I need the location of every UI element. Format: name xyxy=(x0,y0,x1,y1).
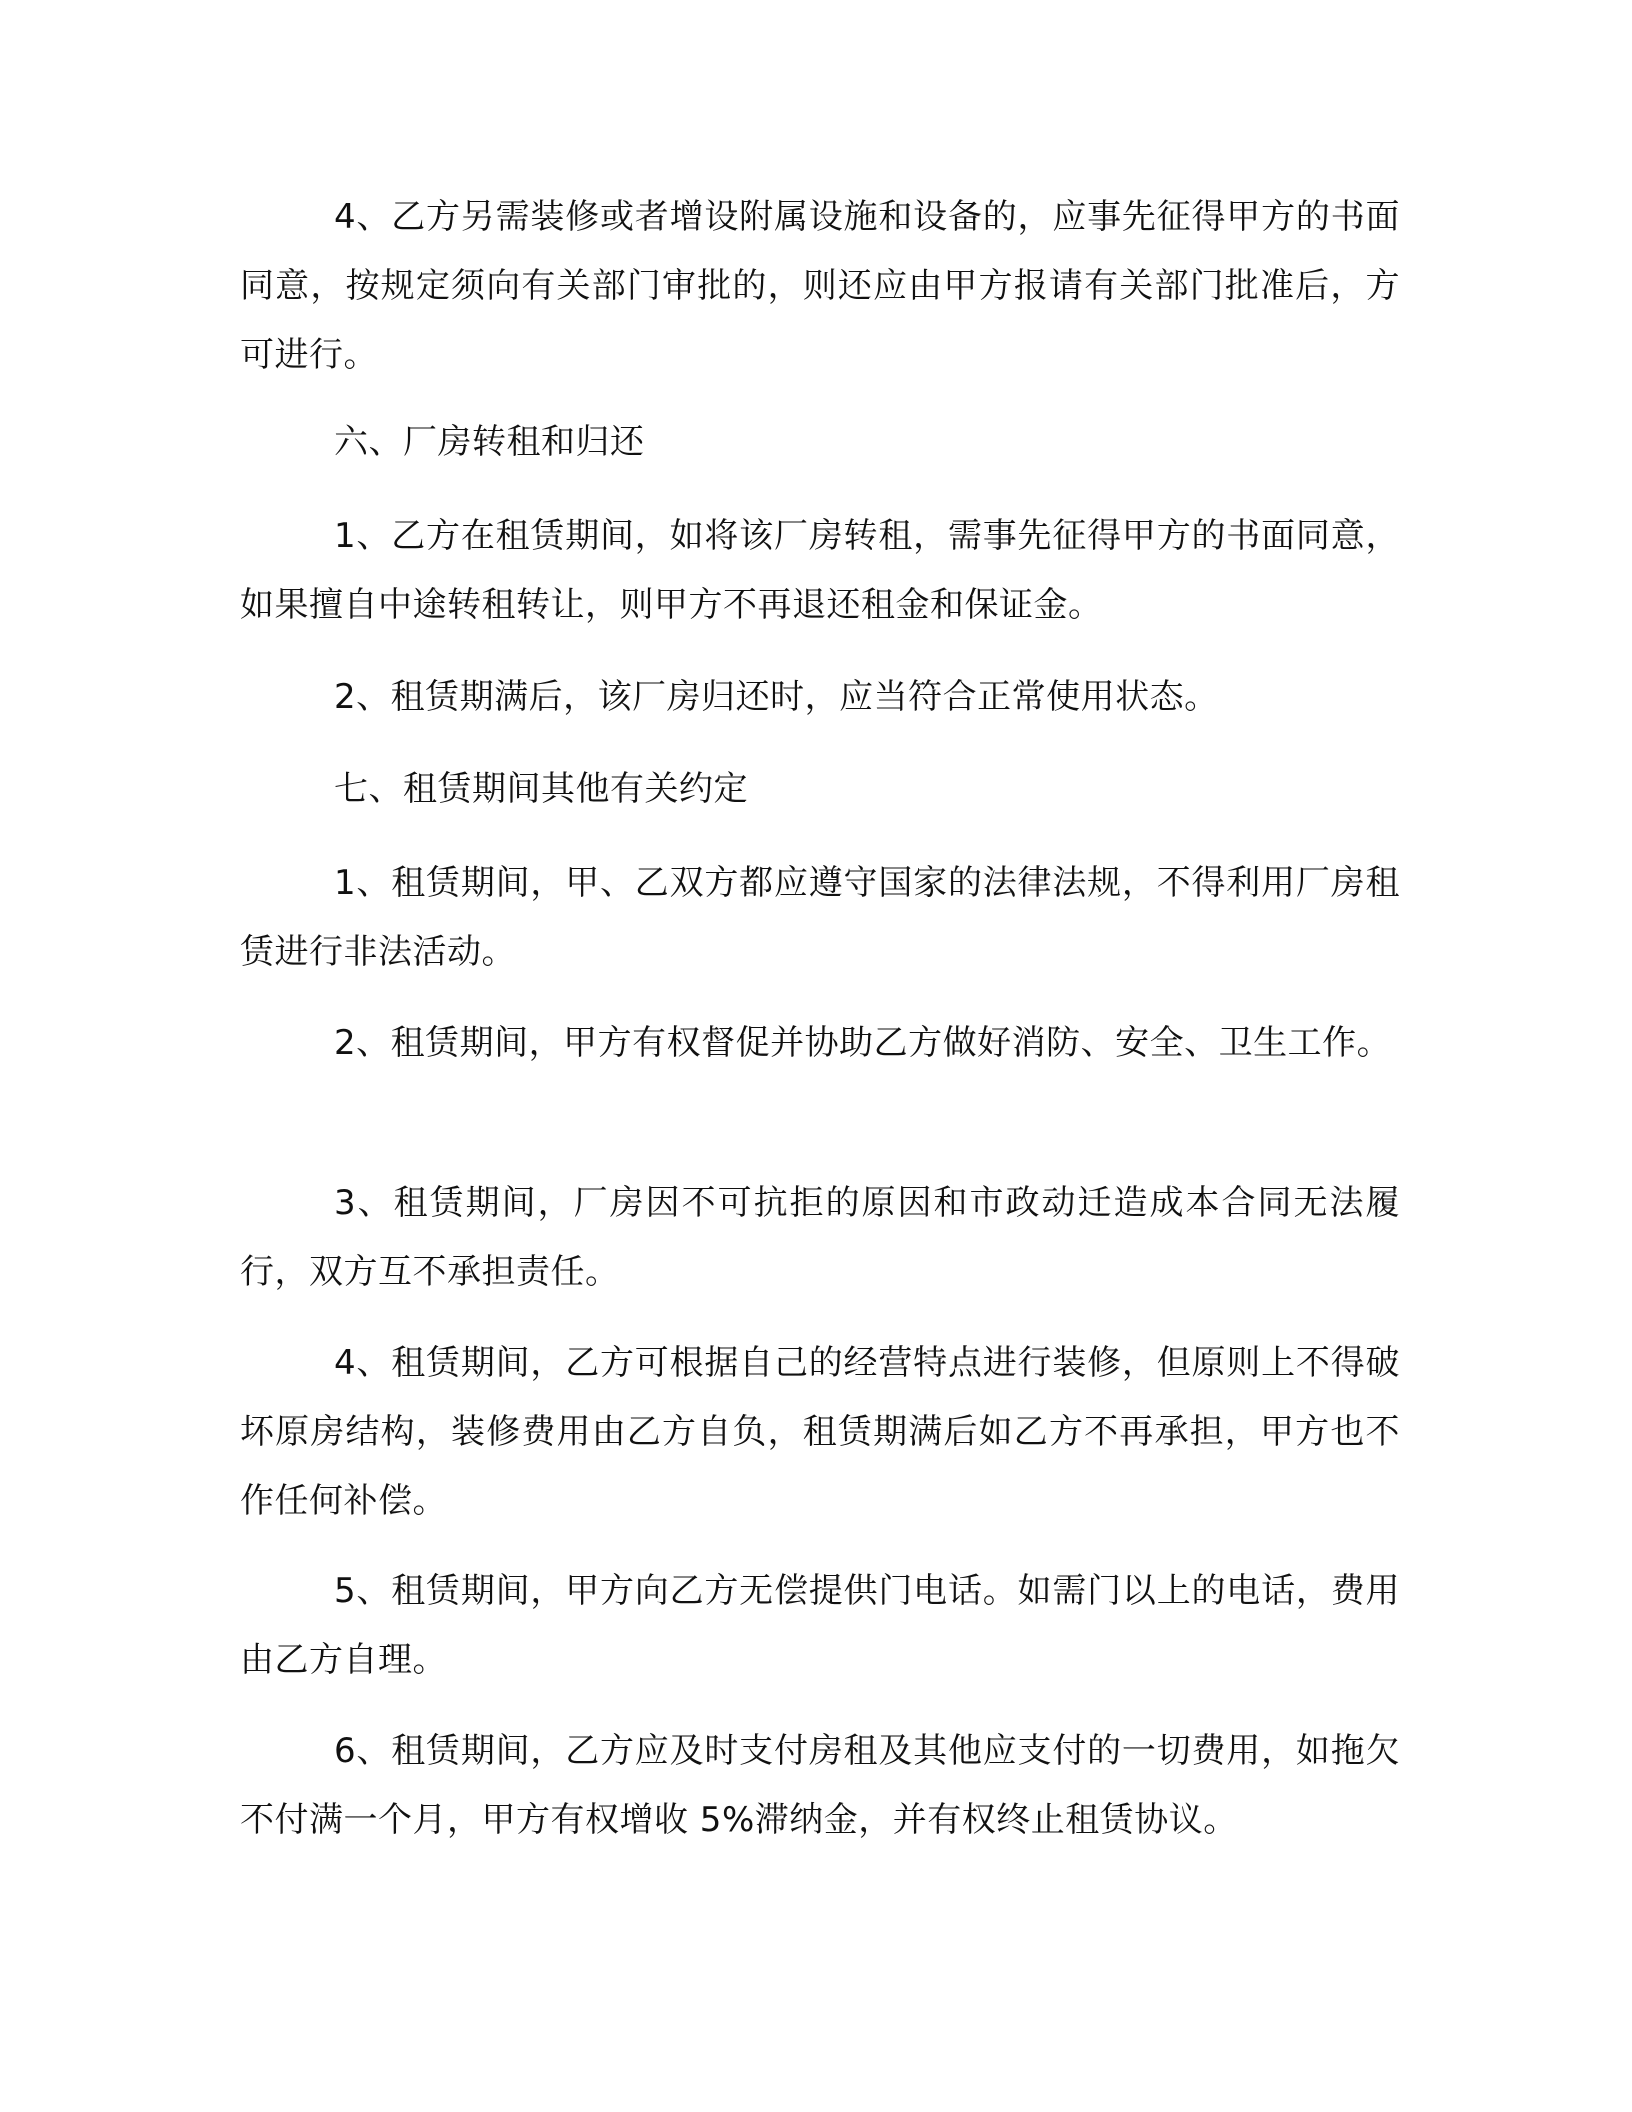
clause-7-1-law: 1、租赁期间，甲、乙双方都应遵守国家的法律法规，不得利用厂房租赁进行非法活动。 xyxy=(240,863,1400,972)
clause-4-renovation: 4、乙方另需装修或者增设附属设施和设备的，应事先征得甲方的书面同意，按规定须向有关部门审批的，则还应由甲方报请有关部门批准后，方可进行。 xyxy=(240,197,1400,375)
clause-7-6-payment: 6、租赁期间，乙方应及时支付房租及其他应支付的一切费用，如拖欠不付满一个月，甲方有权增收 5%滞纳金，并有权终止租赁协议。 xyxy=(240,1731,1400,1840)
clause-7-5-telephone: 5、租赁期间，甲方向乙方无偿提供门电话。如需门以上的电话，费用由乙方自理。 xyxy=(240,1571,1400,1680)
clause-6-1-sublease: 1、乙方在租赁期间，如将该厂房转租，需事先征得甲方的书面同意，如果擅自中途转租转让，则甲方不再退还租金和保证金。 xyxy=(240,516,1400,625)
section-6-heading: 六、厂房转租和归还 xyxy=(334,422,645,462)
section-7-heading: 七、租赁期间其他有关约定 xyxy=(334,769,748,809)
clause-7-3-force-majeure: 3、租赁期间，厂房因不可抗拒的原因和市政动迁造成本合同无法履行，双方互不承担责任。 xyxy=(240,1183,1400,1292)
clause-6-2-return: 2、租赁期满后，该厂房归还时，应当符合正常使用状态。 xyxy=(334,677,1219,717)
clause-7-4-decoration: 4、租赁期间，乙方可根据自己的经营特点进行装修，但原则上不得破坏原房结构，装修费用由乙方自负，租赁期满后如乙方不再承担，甲方也不作任何补偿。 xyxy=(240,1343,1400,1521)
clause-7-2-safety: 2、租赁期间，甲方有权督促并协助乙方做好消防、安全、卫生工作。 xyxy=(334,1023,1392,1063)
